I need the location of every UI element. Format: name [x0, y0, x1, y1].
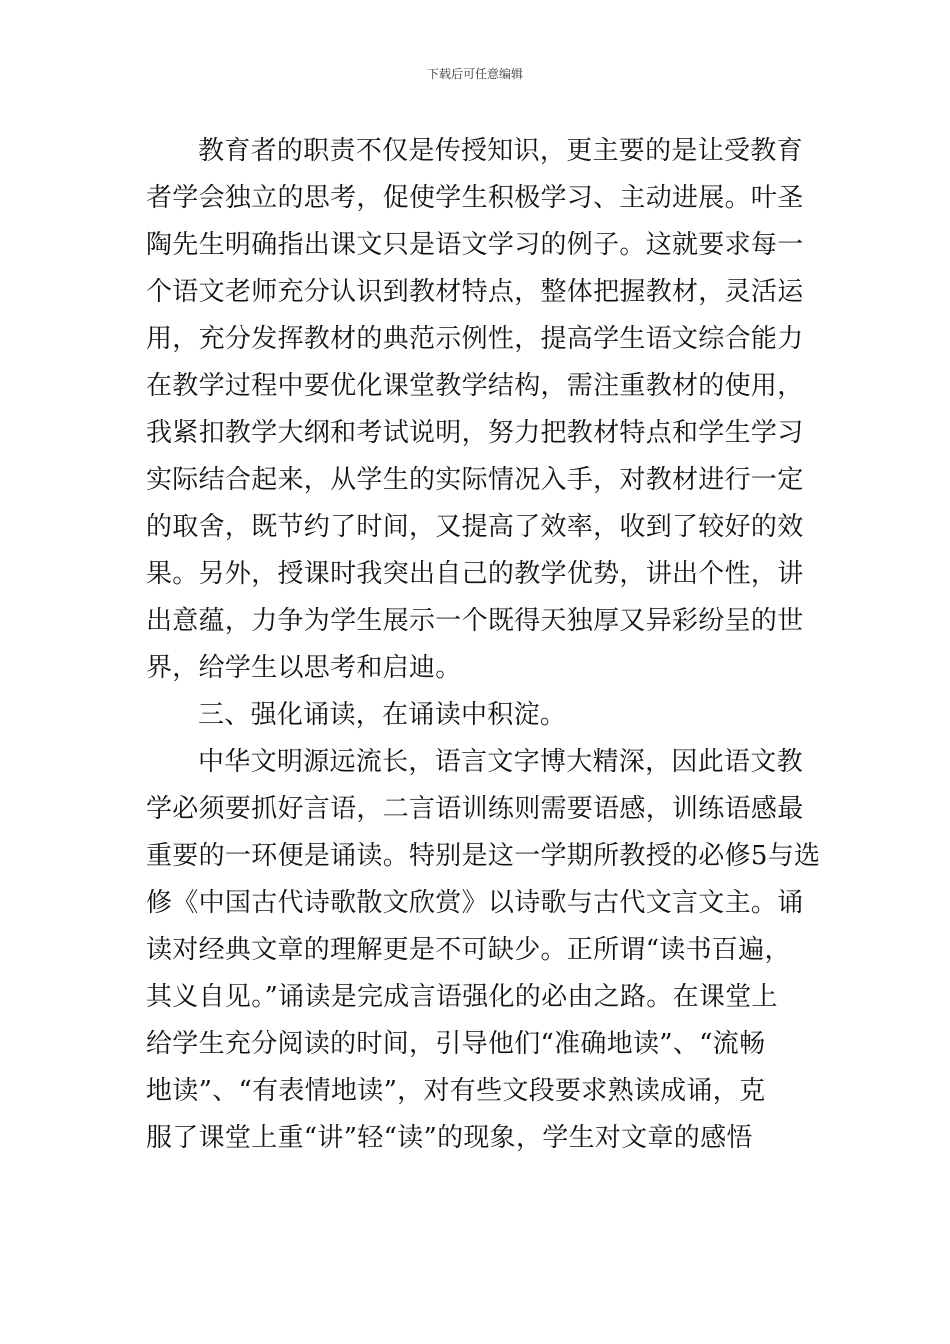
paragraph-line: 其义自见。”诵读是完成言语强化的必由之路。在课堂上: [146, 982, 778, 1012]
paragraph-line: 学必须要抓好言语，二言语训练则需要语感，训练语感最: [146, 794, 804, 824]
paragraph-line: 陶先生明确指出课文只是语文学习的例子。这就要求每一: [146, 230, 804, 260]
paragraph-line: 的取舍，既节约了时间，又提高了效率，收到了较好的效: [146, 512, 804, 542]
paragraph-line: 者学会独立的思考，促使学生积极学习、主动进展。叶圣: [146, 183, 804, 213]
paragraph-line: 用，充分发挥教材的典范示例性，提高学生语文综合能力: [146, 324, 804, 354]
paragraph-line: 出意蕴，力争为学生展示一个既得天独厚又异彩纷呈的世: [146, 606, 804, 636]
paragraph-line: 中华文明源远流长，语言文字博大精深，因此语文教: [198, 747, 803, 777]
paragraph-line: 在教学过程中要优化课堂教学结构，需注重教材的使用，: [146, 371, 804, 401]
paragraph-line: 重要的一环便是诵读。特别是这一学期所教授的必修5与选: [146, 841, 821, 871]
paragraph-line: 界，给学生以思考和启迪。: [146, 653, 462, 683]
paragraph-line: 读对经典文章的理解更是不可缺少。正所谓“读书百遍，: [146, 935, 791, 965]
section-heading: 三、强化诵读，在诵读中积淀。: [198, 700, 567, 730]
paragraph-line: 我紧扣教学大纲和考试说明，努力把教材特点和学生学习: [146, 418, 804, 448]
paragraph-line: 果。另外，授课时我突出自己的教学优势，讲出个性，讲: [146, 559, 804, 589]
paragraph-line: 地读”、“有表情地读”，对有些文段要求熟读成诵，克: [146, 1076, 766, 1106]
page-header: 下载后可任意编辑: [426, 67, 523, 81]
paragraph-line: 实际结合起来，从学生的实际情况入手，对教材进行一定: [146, 465, 804, 495]
paragraph-line: 个语文老师充分认识到教材特点，整体把握教材，灵活运: [146, 277, 804, 307]
paragraph-line: 教育者的职责不仅是传授知识，更主要的是让受教育: [198, 136, 803, 166]
document-body: [146, 128, 821, 1162]
paragraph-line: 给学生充分阅读的时间，引导他们“准确地读”、“流畅: [146, 1029, 766, 1059]
paragraph-line: 修《中国古代诗歌散文欣赏》以诗歌与古代文言文主。诵: [146, 888, 804, 918]
paragraph-line: 服了课堂上重“讲”轻“读”的现象，学生对文章的感悟: [146, 1123, 753, 1153]
